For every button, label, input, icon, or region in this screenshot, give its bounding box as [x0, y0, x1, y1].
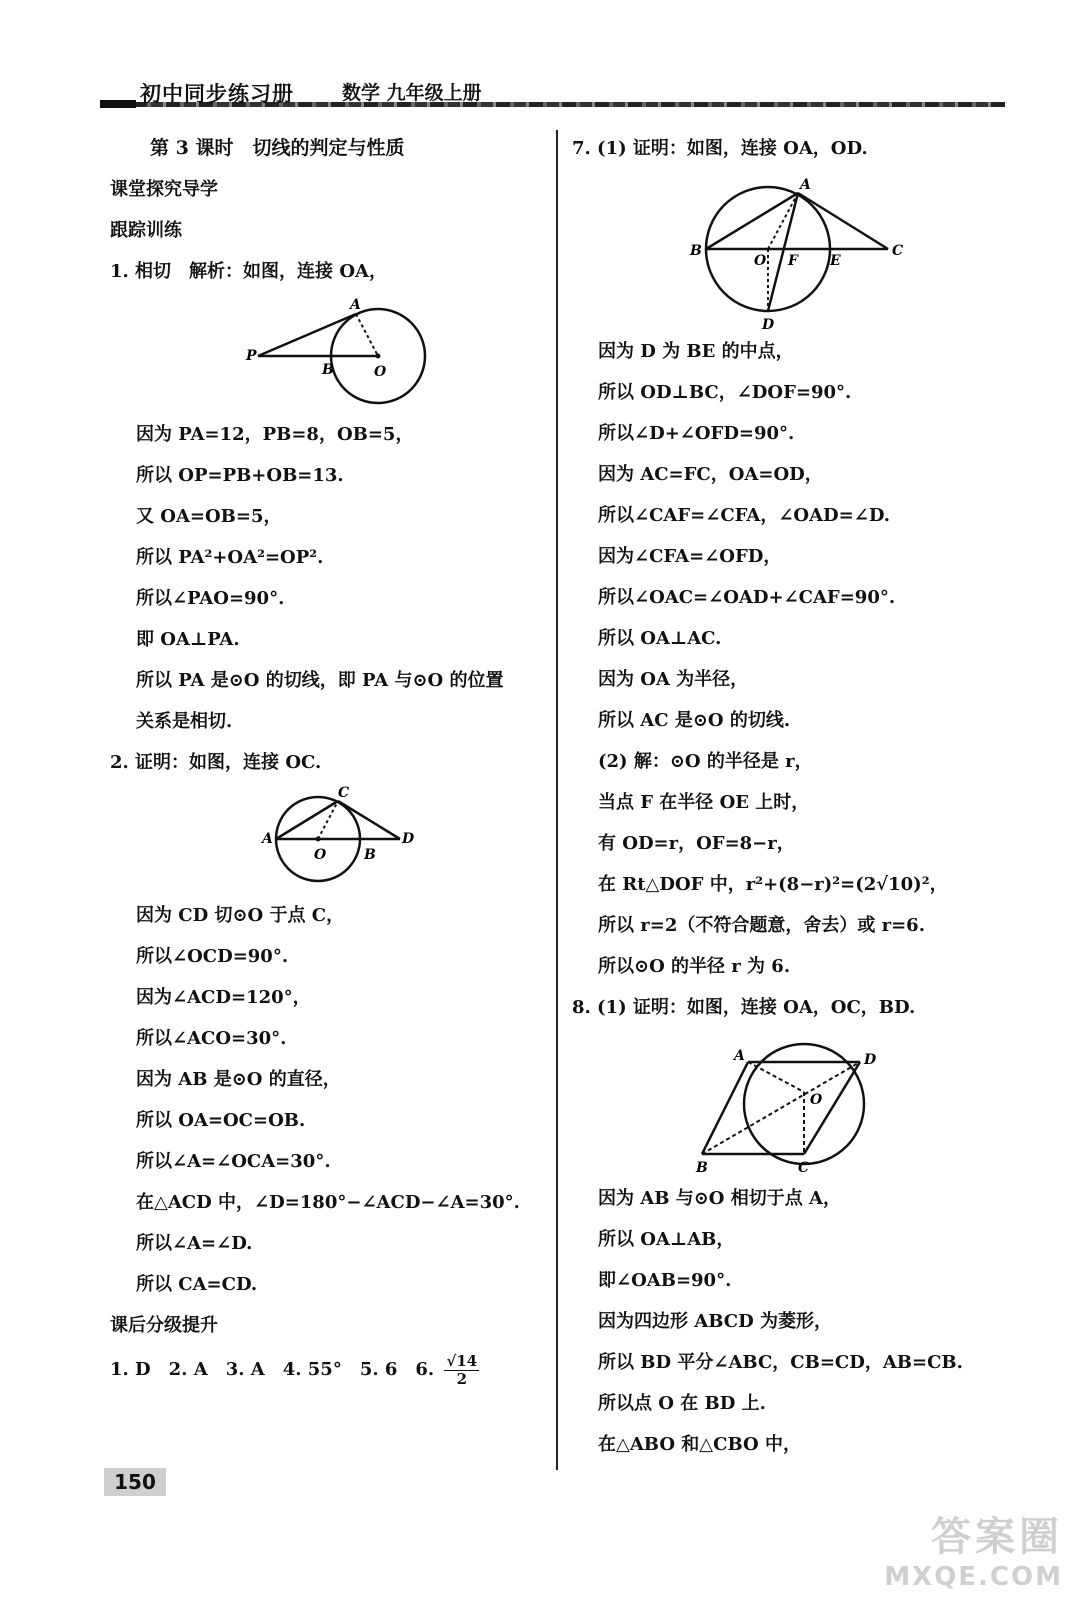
q1-heading: 1. 相切 解析：如图，连接 OA， [110, 261, 387, 282]
q2-line: 所以∠A=∠OCA=30°. [136, 1151, 331, 1172]
page-header [100, 72, 1010, 112]
q8-line: 因为 AB 与⊙O 相切于点 A， [598, 1188, 841, 1209]
q1-line: 又 OA=OB=5， [136, 506, 282, 527]
section-heading-explore: 课堂探究导学 [110, 179, 218, 200]
q7-label-b: B [690, 243, 702, 259]
q7-line: 所以 AC 是⊙O 的切线. [598, 710, 791, 731]
q1-line: 即 OA⊥PA. [136, 629, 240, 650]
q8-heading: 8. (1) 证明：如图，连接 OA，OC，BD. [572, 997, 916, 1018]
q7-line: 所以∠D+∠OFD=90°. [598, 423, 795, 444]
short-answers [110, 1346, 550, 1394]
watermark-logo-text: 答案圈 [931, 1514, 1063, 1560]
q2-line: 因为 CD 切⊙O 于点 C， [136, 905, 345, 926]
q7-line: 在 Rt△DOF 中，r²+(8−r)²=(2√10)²， [598, 874, 948, 895]
column-divider [556, 130, 558, 1470]
answer-6-fraction [444, 1353, 479, 1388]
q7-label-d: D [762, 317, 775, 331]
q2-line: 所以 OA=OC=OB. [136, 1110, 306, 1131]
page-number: 150 [104, 1468, 166, 1496]
q1-label-p: P [246, 348, 257, 364]
q7-line: 所以 OA⊥AC. [598, 628, 722, 649]
q2-label-o: O [314, 847, 327, 863]
q8-label-d: D [864, 1052, 877, 1068]
q7-diagram [572, 169, 1012, 331]
q2-line: 因为∠ACD=120°， [136, 987, 311, 1008]
q7-line: 因为 OA 为半径， [598, 669, 749, 690]
q1-line: 所以 PA 是⊙O 的切线，即 PA 与⊙O 的位置 [136, 670, 504, 691]
q7-line: 因为∠CFA=∠OFD， [598, 546, 782, 567]
q2-label-b: B [364, 847, 376, 863]
q7-label-a: A [800, 177, 811, 193]
q7-label-e: E [830, 253, 841, 269]
q2-line: 所以 CA=CD. [136, 1274, 258, 1295]
q7-label-f: F [788, 253, 798, 269]
q7-label-o: O [754, 253, 767, 269]
q8-line: 在△ABO 和△CBO 中， [598, 1434, 801, 1455]
q7-line: 所以 OD⊥BC，∠DOF=90°. [598, 382, 852, 403]
q1-figure [110, 292, 550, 414]
site-watermark [884, 1505, 1063, 1592]
q2-line: 因为 AB 是⊙O 的直径， [136, 1069, 341, 1090]
header-rule-accent [100, 100, 136, 108]
q2-label-c: C [338, 785, 350, 801]
q1-label-a: A [350, 297, 361, 313]
q7-line: 所以∠OAC=∠OAD+∠CAF=90°. [598, 587, 896, 608]
q7-line: 所以∠CAF=∠CFA，∠OAD=∠D. [598, 505, 891, 526]
q7-line: 所以 r=2（不符合题意，舍去）或 r=6. [598, 915, 925, 936]
q1-line: 所以∠PAO=90°. [136, 588, 285, 609]
q2-label-d: D [402, 831, 415, 847]
q7-figure [572, 169, 1012, 331]
fraction-denominator: 2 [456, 1369, 468, 1388]
section-heading-practice: 跟踪训练 [110, 220, 182, 241]
q2-diagram [110, 783, 550, 895]
q7-line: (2) 解：⊙O 的半径是 r， [598, 751, 813, 772]
q7-line: 所以⊙O 的半径 r 为 6. [598, 956, 791, 977]
book-subject: 数学 九年级上册 [342, 82, 482, 104]
left-column [110, 128, 550, 1394]
q7-heading: 7. (1) 证明：如图，连接 OA，OD. [572, 138, 868, 159]
lesson-title: 第 3 课时 切线的判定与性质 [150, 137, 405, 159]
q2-line: 所以∠ACO=30°. [136, 1028, 287, 1049]
q8-line: 即∠OAB=90°. [598, 1270, 732, 1291]
q1-label-o: O [374, 364, 387, 380]
q7-label-c: C [892, 243, 904, 259]
q8-line: 所以点 O 在 BD 上. [598, 1393, 766, 1414]
q7-line: 因为 D 为 BE 的中点， [598, 341, 794, 362]
q1-line: 所以 OP=PB+OB=13. [136, 465, 344, 486]
fraction-numerator: √14 [446, 1351, 478, 1370]
q1-line: 所以 PA²+OA²=OP². [136, 547, 324, 568]
q8-label-a: A [734, 1048, 745, 1064]
book-title: 初中同步练习册 [140, 82, 294, 106]
q8-line: 因为四边形 ABCD 为菱形， [598, 1311, 832, 1332]
q2-label-a: A [262, 831, 273, 847]
q8-figure [572, 1028, 1012, 1178]
section-heading-advanced: 课后分级提升 [110, 1315, 218, 1336]
q1-line: 关系是相切. [136, 711, 233, 732]
q2-line: 在△ACD 中，∠D=180°−∠ACD−∠A=30°. [136, 1192, 520, 1213]
q8-label-c: C [798, 1160, 810, 1176]
q8-label-b: B [696, 1160, 708, 1176]
q7-line: 当点 F 在半径 OE 上时， [598, 792, 810, 813]
right-column [572, 128, 1012, 1465]
watermark-url: MXQE.COM [884, 1562, 1063, 1592]
q7-line: 因为 AC=FC，OA=OD， [598, 464, 823, 485]
q1-line: 因为 PA=12，PB=8，OB=5， [136, 424, 414, 445]
q2-heading: 2. 证明：如图，连接 OC. [110, 752, 322, 773]
q1-diagram [110, 292, 550, 414]
q8-label-o: O [810, 1092, 823, 1108]
q1-label-b: B [322, 362, 334, 378]
q2-line: 所以∠A=∠D. [136, 1233, 253, 1254]
q7-line: 有 OD=r，OF=8−r， [598, 833, 795, 854]
q2-figure [110, 783, 550, 895]
short-answers-text: 1. D 2. A 3. A 4. 55° 5. 6 6. [110, 1359, 435, 1380]
q8-diagram [572, 1028, 1012, 1178]
q8-line: 所以 BD 平分∠ABC，CB=CD，AB=CB. [598, 1352, 963, 1373]
q8-line: 所以 OA⊥AB， [598, 1229, 735, 1250]
q2-line: 所以∠OCD=90°. [136, 946, 289, 967]
